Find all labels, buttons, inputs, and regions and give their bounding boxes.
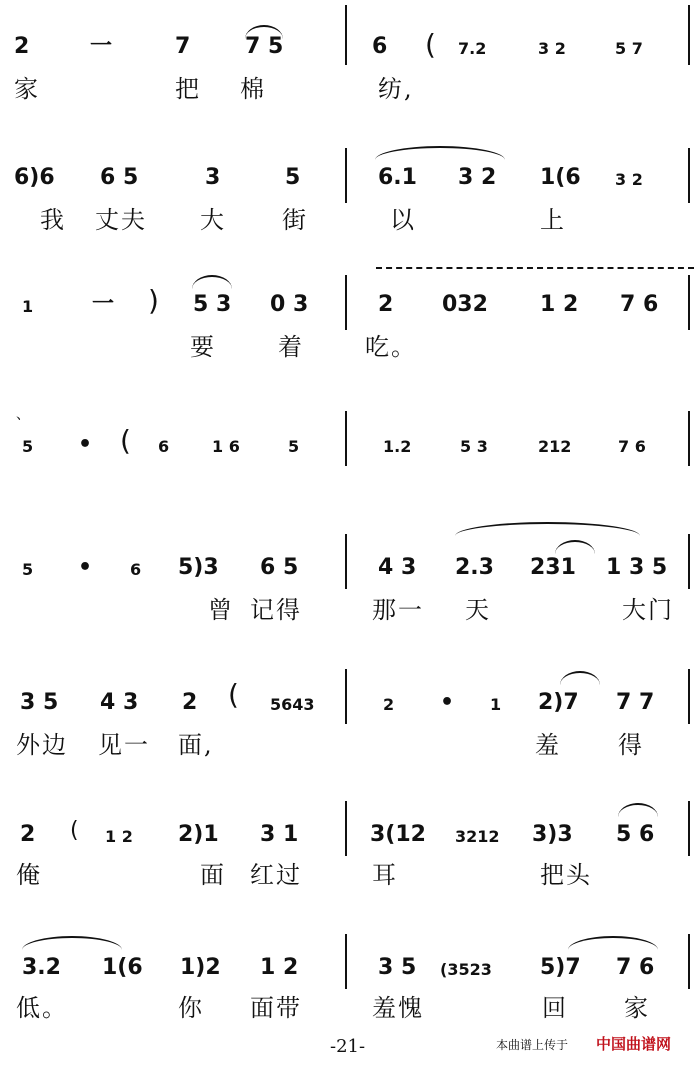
- lyric: 耳: [372, 861, 398, 889]
- paren: (: [120, 424, 131, 457]
- note: 3212: [455, 827, 500, 846]
- note: 6 5: [260, 555, 299, 580]
- paren: (: [425, 28, 436, 61]
- lyric: 我: [40, 206, 66, 234]
- barline: [688, 275, 690, 330]
- note: 7 6: [620, 292, 659, 317]
- note: 1 6: [212, 437, 240, 456]
- lyric: 你: [178, 994, 204, 1022]
- barline: [688, 934, 690, 989]
- note: 231: [530, 555, 576, 580]
- note: 7 5: [245, 34, 284, 59]
- note: 1(6: [102, 955, 143, 980]
- lyric: 面: [200, 861, 226, 889]
- barline: [345, 934, 347, 989]
- note: 3.2: [22, 955, 61, 980]
- note: 2: [383, 695, 395, 714]
- score-system-3: [0, 285, 700, 415]
- barline: [688, 5, 690, 65]
- barline: [345, 669, 347, 724]
- lyric: 俺: [16, 861, 42, 889]
- note: 2: [20, 822, 36, 847]
- note: 6: [372, 34, 388, 59]
- note: 7.2: [458, 39, 487, 58]
- tick-mark: 、: [16, 407, 30, 423]
- score-system-5: [0, 548, 700, 678]
- note: 6.1: [378, 165, 417, 190]
- dot: •: [78, 555, 93, 580]
- lyric: 大: [200, 206, 226, 234]
- site-logo[interactable]: 中国曲谱网: [596, 1035, 672, 1053]
- lyric: 把头: [540, 861, 592, 889]
- paren: ): [148, 284, 159, 317]
- note: 1 2: [540, 292, 579, 317]
- note: 3 2: [458, 165, 497, 190]
- barline: [688, 669, 690, 724]
- note: 2: [182, 690, 198, 715]
- note: 7 7: [616, 690, 655, 715]
- note: 7 6: [616, 955, 655, 980]
- note: 5 6: [616, 822, 655, 847]
- note: 1 2: [260, 955, 299, 980]
- note: 6: [130, 560, 142, 579]
- note: 2: [378, 292, 394, 317]
- note: 5 3: [460, 437, 488, 456]
- lyric: 那一: [372, 596, 424, 624]
- lyric: 天: [465, 596, 491, 624]
- note: 5 7: [615, 39, 643, 58]
- note: 3 1: [260, 822, 299, 847]
- barline: [345, 801, 347, 856]
- note: 3: [205, 165, 221, 190]
- note: 6: [158, 437, 170, 456]
- page-number: -21-: [330, 1036, 366, 1057]
- note: 2)7: [538, 690, 579, 715]
- lyric: 见一: [98, 731, 150, 759]
- note: 1: [490, 695, 502, 714]
- note: 5: [285, 165, 301, 190]
- lyric: 外边: [16, 731, 68, 759]
- note: 7 6: [618, 437, 646, 456]
- dot: •: [78, 432, 93, 457]
- barline: [345, 5, 347, 65]
- note: 7: [175, 34, 191, 59]
- note: 0 3: [270, 292, 309, 317]
- note: 3(12: [370, 822, 426, 847]
- barline: [688, 534, 690, 589]
- note: 2: [14, 34, 30, 59]
- score-system-7: [0, 815, 700, 945]
- lyric: 回: [542, 994, 568, 1022]
- lyric: 曾: [208, 596, 234, 624]
- score-system-1: [0, 25, 700, 155]
- note: (3523: [440, 960, 492, 979]
- lyric: 红过: [250, 861, 302, 889]
- lyric: 要: [190, 333, 216, 361]
- note: 5)7: [540, 955, 581, 980]
- source-caption: 本曲谱上传于: [496, 1038, 569, 1052]
- dot: •: [440, 690, 455, 715]
- note-dash: 一: [90, 34, 113, 59]
- note: 3 2: [615, 170, 643, 189]
- lyric: 街: [282, 206, 308, 234]
- note: 1: [22, 297, 34, 316]
- barline: [688, 411, 690, 466]
- barline: [345, 148, 347, 203]
- note-dash: 一: [92, 292, 115, 317]
- paren: (: [70, 818, 79, 843]
- barline: [688, 801, 690, 856]
- lyric: 丈夫: [95, 206, 147, 234]
- lyric: 大门: [622, 596, 674, 624]
- note: 6 5: [100, 165, 139, 190]
- note: 3 5: [378, 955, 417, 980]
- paren: (: [228, 678, 239, 711]
- lyric: 把: [175, 75, 201, 103]
- lyric: 羞愧: [372, 994, 424, 1022]
- note: 2.3: [455, 555, 494, 580]
- lyric: 记得: [250, 596, 302, 624]
- lyric: 棉: [240, 75, 266, 103]
- note: 1)2: [180, 955, 221, 980]
- note: 1 2: [105, 827, 133, 846]
- score-system-8: [0, 948, 700, 1078]
- note: 5: [288, 437, 300, 456]
- note: 5)3: [178, 555, 219, 580]
- lyric: 面带: [250, 994, 302, 1022]
- lyric: 吃。: [365, 333, 417, 361]
- note: 4 3: [100, 690, 139, 715]
- lyric: 纺,: [378, 75, 414, 103]
- note: 5 3: [193, 292, 232, 317]
- barline: [345, 411, 347, 466]
- note: 1 3 5: [606, 555, 668, 580]
- note: 3 2: [538, 39, 566, 58]
- lyric: 着: [278, 333, 304, 361]
- lyric: 羞: [535, 731, 561, 759]
- barline: [688, 148, 690, 203]
- dashed-line: [376, 267, 694, 269]
- lyric: 面,: [178, 731, 214, 759]
- lyric: 低。: [16, 994, 68, 1022]
- note: 5: [22, 560, 34, 579]
- note: 4 3: [378, 555, 417, 580]
- note: 1.2: [383, 437, 412, 456]
- lyric: 得: [618, 731, 644, 759]
- score-system-6: [0, 678, 700, 813]
- note: 2)1: [178, 822, 219, 847]
- note: 1(6: [540, 165, 581, 190]
- barline: [345, 275, 347, 330]
- note: 3)3: [532, 822, 573, 847]
- note: 3 5: [20, 690, 59, 715]
- lyric: 上: [540, 206, 566, 234]
- note: 032: [442, 292, 488, 317]
- note: 5: [22, 437, 34, 456]
- lyric: 家: [14, 75, 40, 103]
- note: 6)6: [14, 165, 55, 190]
- note: 212: [538, 437, 572, 456]
- note: 5643: [270, 695, 315, 714]
- barline: [345, 534, 347, 589]
- lyric: 以: [390, 206, 416, 234]
- lyric: 家: [624, 994, 650, 1022]
